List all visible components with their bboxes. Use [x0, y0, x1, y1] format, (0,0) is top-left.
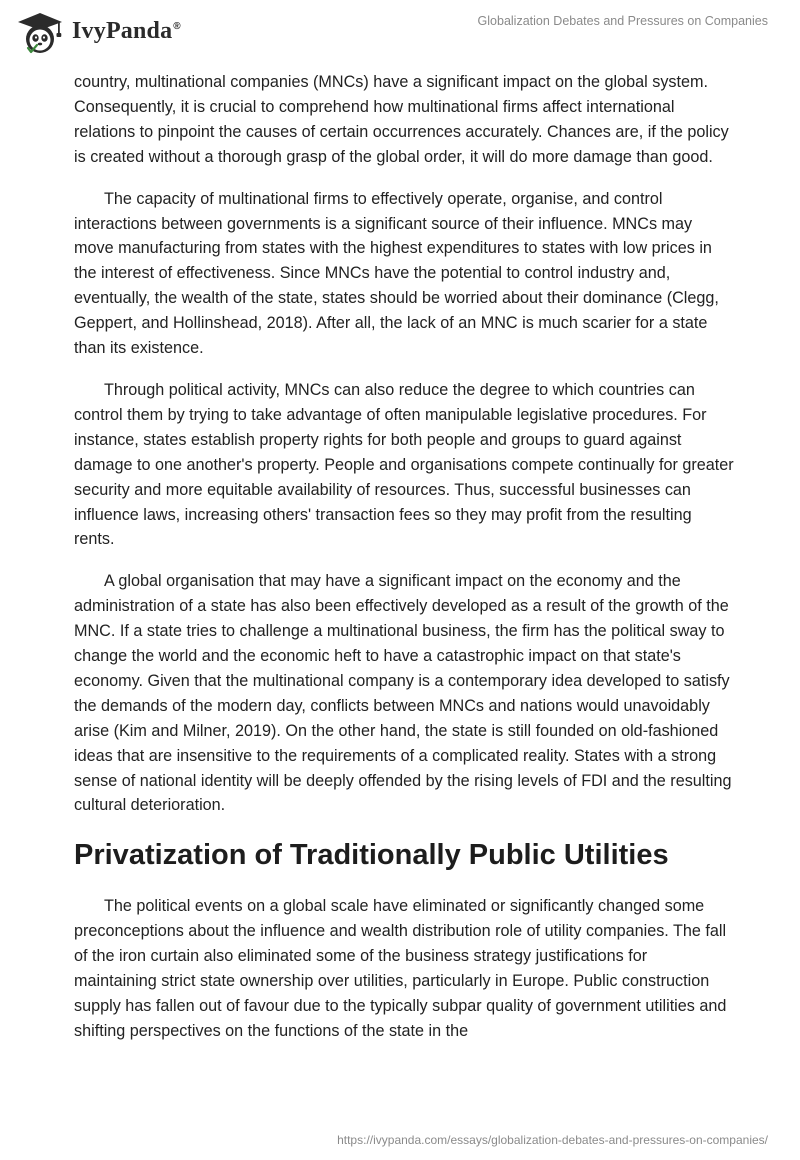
brand-name: IvyPanda® — [72, 17, 181, 44]
section-heading: Privatization of Traditionally Public Utilities — [74, 839, 669, 872]
brand-logo[interactable] — [14, 8, 181, 56]
paragraph: country, multinational companies (MNCs) have a significant impact on the global system. Consequently, it is crucial to comprehend how multinational firms affect international relations to pinpoint the causes of certain occurrences accurately. Chances are, if the policy is created without a thorough grasp of the global order, it will do more damage than good. — [74, 73, 729, 166]
paragraph: The political events on a global scale have eliminated or significantly changed some preconceptions about the influence and wealth distribution role of utility companies. The fall of the iron curtain also eliminated some of the business strategy justifications for maintaining strict state ownership over utilities, particularly in Europe. Public construction supply has fallen out of favour due to the typically subpar quality of government utilities and shifting perspectives on the functions of the state in the — [74, 897, 727, 1040]
paragraph: Through political activity, MNCs can also reduce the degree to which countries can control them by trying to take advantage of often manipulable legislative procedures. For instance, states establish property rights for both people and groups to guard against damage to one another's property. People and organisations compete continually for greater security and more equitable availability of resources. Thus, successful businesses can influence laws, increasing others' transaction fees so they may profit from the resulting rents. — [74, 380, 734, 549]
panda-graduate-icon — [14, 8, 66, 56]
registered-mark: ® — [173, 20, 181, 32]
document-title: Globalization Debates and Pressures on Companies — [477, 14, 768, 28]
article-body — [74, 70, 734, 1044]
page-header — [0, 0, 800, 64]
paragraph: The capacity of multinational firms to effectively operate, organise, and control interactions between governments is a significant source of their influence. MNCs may move manufacturing from states with the highest expenditures to states with low prices in the interest of effectiveness. Since MNCs have the potential to control industry and, eventually, the wealth of the state, states should be worried about their dominance (Clegg, Geppert, and Hollinshead, 2018). After all, the lack of an MNC is much scarier for a state than its existence. — [74, 189, 719, 358]
paragraph: A global organisation that may have a significant impact on the economy and the administration of a state has also been effectively developed as a result of the growth of the MNC. If a state tries to challenge a multinational business, the firm has the political sway to change the world and the economic heft to have a catastrophic impact on that state's economy. Given that the multinational company is a contemporary idea developed to satisfy the demands of the modern day, conflicts between MNCs and nations would unavoidably arise (Kim and Milner, 2019). On the other hand, the state is still founded on old-fashioned ideas that are insensitive to the requirements of a complicated reality. States with a strong sense of national identity will be deeply offended by the rising levels of FDI and the resulting cultural deterioration. — [74, 572, 732, 815]
source-url[interactable]: https://ivypanda.com/essays/globalization-debates-and-pressures-on-companies/ — [337, 1133, 768, 1147]
